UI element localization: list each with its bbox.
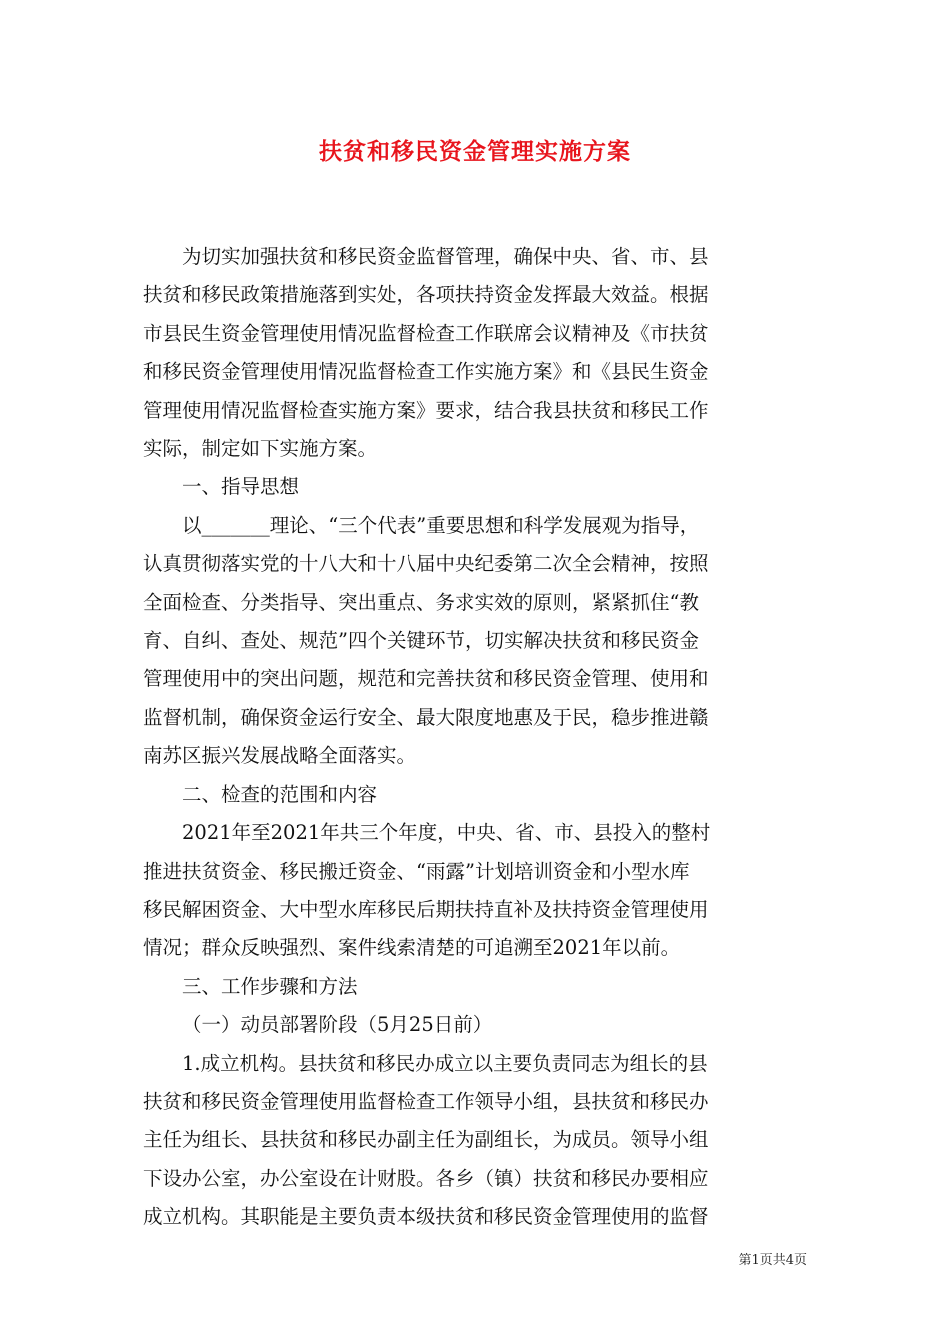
text-line: 1.成立机构。县扶贫和移民办成立以主要负责同志为组长的县 [182,1051,708,1075]
text-line: 主任为组长、县扶贫和移民办副主任为副组长，为成员。领导小组 [143,1128,709,1152]
text-line: 和移民资金管理使用情况监督检查工作实施方案》和《县民生资金 [143,360,709,384]
text-line: 育、自纠、查处、规范”四个关键环节，切实解决扶贫和移民资金 [143,629,699,653]
text-line: 为切实加强扶贫和移民资金监督管理，确保中央、省、市、县 [182,245,709,268]
subsection-heading: （一）动员部署阶段（5月25日前） [182,1013,493,1037]
text-line: 扶贫和移民资金管理使用监督检查工作领导小组，县扶贫和移民办 [143,1089,709,1113]
paragraph-establish-org [143,1045,808,1237]
section-heading: 一、指导思想 [182,475,300,499]
text-line: 实际，制定如下实施方案。 [143,437,378,461]
text-line: 成立机构。其职能是主要负责本级扶贫和移民资金管理使用的监督 [143,1205,709,1229]
section-heading: 二、检查的范围和内容 [182,782,378,806]
text-line: 南苏区振兴发展战略全面落实。 [143,744,417,768]
text-line: 2021年至2021年共三个年度，中央、省、市、县投入的整村 [182,821,711,845]
text-line: 市县民生资金管理使用情况监督检查工作联席会议精神及《市扶贫 [143,321,709,345]
text-line: 认真贯彻落实党的十八大和十八届中央纪委第二次全会精神，按照 [143,552,709,576]
text-line: 推进扶贫资金、移民搬迁资金、“雨露”计划培训资金和小型水库 [143,859,690,883]
paragraph-scope [143,814,808,968]
document-title: 扶贫和移民资金管理实施方案 [319,138,631,165]
text-line: 下设办公室，办公室设在计财股。各乡（镇）扶贫和移民办要相应 [143,1166,709,1190]
page-number: 第1页共4页 [738,1253,807,1268]
text-line: 扶贫和移民政策措施落到实处，各项扶持资金发挥最大效益。根据 [143,283,709,307]
text-line: 管理使用情况监督检查实施方案》要求，结合我县扶贫和移民工作 [143,398,709,422]
text-line: 全面检查、分类指导、突出重点、务求实效的原则，紧紧抓住“教 [143,590,699,614]
text-line: 以_______理论、“三个代表”重要思想和科学发展观为指导， [182,513,700,537]
section-heading: 三、工作步骤和方法 [182,974,358,998]
text-line: 管理使用中的突出问题，规范和完善扶贫和移民资金管理、使用和 [143,667,709,691]
text-line: 监督机制，确保资金运行安全、最大限度地惠及于民，稳步推进赣 [143,705,709,729]
text-line: 移民解困资金、大中型水库移民后期扶持直补及扶持资金管理使用 [143,897,709,921]
document-body [143,238,808,1237]
text-line: 情况；群众反映强烈、案件线索清楚的可追溯至2021年以前。 [143,936,681,960]
paragraph-intro [143,238,808,468]
paragraph-guiding-thought [143,507,808,776]
